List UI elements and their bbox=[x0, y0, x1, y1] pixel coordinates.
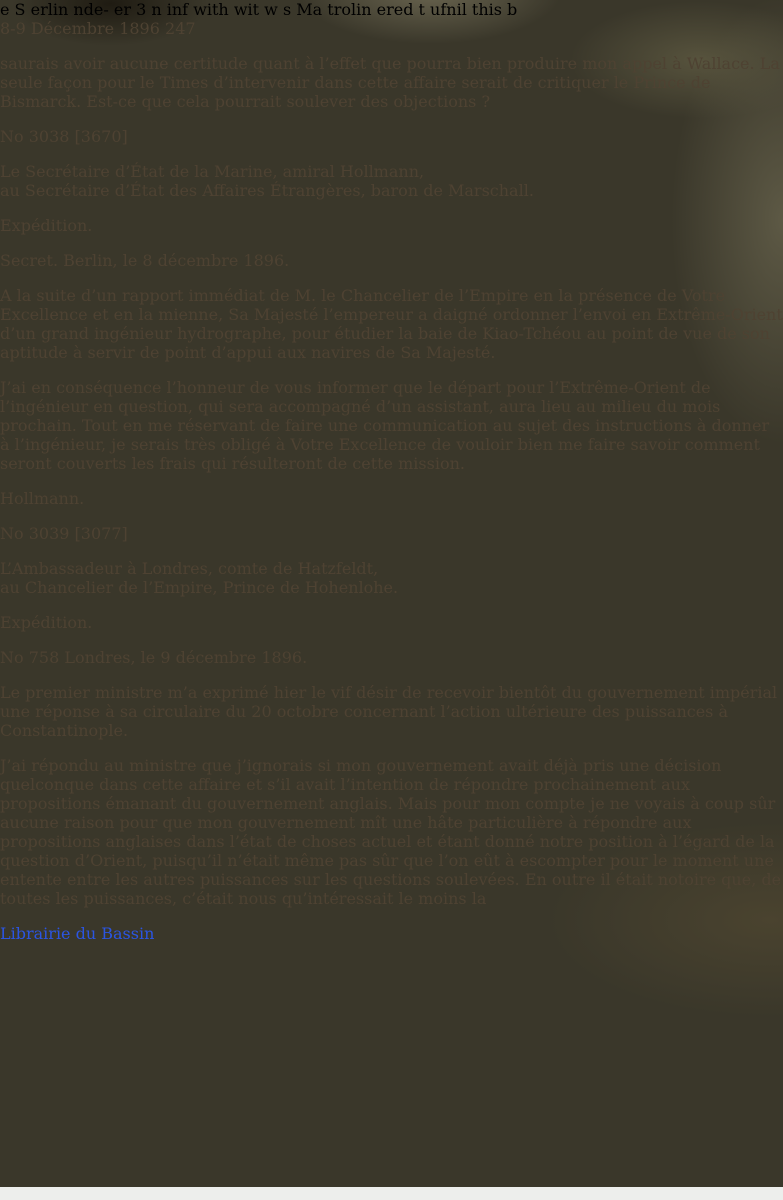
librairie-du-bassin-watermark: Librairie du Bassin bbox=[0, 924, 155, 943]
title-line-2: au Chancelier de l’Empire, Prince de Hohenlohe. bbox=[0, 578, 399, 597]
edge-text-fragment: wit w bbox=[233, 0, 278, 19]
edge-text-fragment: ufnil bbox=[430, 0, 467, 19]
running-header-date: 8-9 Décembre 1896 bbox=[0, 19, 160, 38]
title-line-1: Le Secrétaire d’État de la Marine, amiral Hollmann, bbox=[0, 162, 425, 181]
continuation-text-before: saurais avoir aucune certitude quant à l’effet que pourra bien produire mon appel à Wallace. La seule façon pour le bbox=[0, 54, 780, 92]
number-value: 3039 [3077] bbox=[23, 524, 128, 543]
dateline-berlin: Berlin, le 8 décembre 1896. bbox=[63, 251, 290, 270]
continuation-paragraph bbox=[0, 54, 783, 111]
document-3038 bbox=[0, 127, 783, 508]
number-prefix: N bbox=[0, 648, 14, 667]
facing-page-edge bbox=[0, 0, 783, 19]
edge-text-fragment: nde- bbox=[73, 0, 109, 19]
background-strip bbox=[0, 1187, 783, 1200]
edge-text-fragment: n inf bbox=[151, 0, 189, 19]
transmission-note: Expédition. bbox=[0, 216, 93, 235]
classification-secret: Secret. bbox=[0, 251, 59, 270]
page-paper bbox=[0, 19, 783, 908]
page-number: 247 bbox=[165, 19, 196, 38]
edge-text-fragment: with bbox=[193, 0, 229, 19]
signature-hollmann: Hollmann. bbox=[0, 489, 85, 508]
document-number-3039 bbox=[0, 524, 783, 543]
number-value: 758 bbox=[23, 648, 60, 667]
letter-paragraph: A la suite d’un rapport immédiat de M. le Chancelier de l’Empire en la présence de Votre Excellence et en la mienne, Sa Majesté l’empereur a daigné ordonner l’envoi en Extrême-Orient d’un grand ingénieur hydrographe, pour étudier la baie de Kiao-Tchéou au point de vue de son aptitude à servir de point d’appui aux navires de Sa Majesté. bbox=[0, 286, 783, 362]
document-title-3039 bbox=[0, 559, 783, 597]
letter-meta-row bbox=[0, 648, 783, 667]
continuation-text-after: d’intervenir dans cette affaire serait de critiquer le Prince de Bismarck. Est-ce que cela pourrait soulever des objections ? bbox=[0, 73, 711, 111]
number-value: 3038 [3670] bbox=[23, 127, 128, 146]
number-superscript: o bbox=[14, 524, 24, 543]
letter-paragraph: J’ai répondu au ministre que j’ignorais si mon gouvernement avait déjà pris une décision quelconque dans cette affaire et s’il avait l’intention de répondre prochainement aux propositions émanant du gouvernement anglais. Mais pour mon compte je ne voyais à coup sûr aucune raison pour que mon gouvernement mît une hâte particulière à répondre aux propositions anglaises dans l’état de choses actuel et étant donné notre position à l’égard de la question d’Orient, puisqu’il n’était même pas sûr que l’on eût à escompter pour le moment une entente entre les autres puissances sur les questions soulevées. En outre il était notoire que, de toutes les puissances, c’était nous qu’intéressait le moins la bbox=[0, 756, 782, 908]
letter-paragraph: Le premier ministre m’a exprimé hier le vif désir de recevoir bientôt du gouvernement impérial une réponse à sa circulaire du 20 octobre concernant l’action ultérieure des puissances à Constantinople. bbox=[0, 683, 778, 740]
edge-text-fragment: ered t bbox=[376, 0, 425, 19]
dateline-londres: Londres, le 9 décembre 1896. bbox=[64, 648, 308, 667]
document-title-3038 bbox=[0, 162, 783, 200]
edge-text-fragment: er 3 bbox=[113, 0, 147, 19]
letter-meta-row bbox=[0, 251, 783, 270]
letter-paragraph: J’ai en conséquence l’honneur de vous informer que le départ pour l’Extrême-Orient de l’ingénieur en question, qui sera accompagné d’un assistant, aura lieu au milieu du mois prochain. Tout en me réservant de faire une communication au sujet des instructions à donner à l’ingénieur, je serais très obligé à Votre Excellence de vouloir bien me faire savoir comment seront couverts les frais qui résulteront de cette mission. bbox=[0, 378, 770, 473]
edge-text-fragment: this b bbox=[471, 0, 518, 19]
times-journal-name: Times bbox=[159, 73, 209, 92]
transmission-note: Expédition. bbox=[0, 613, 93, 632]
document-3039 bbox=[0, 524, 783, 908]
lower-book-edge bbox=[0, 1128, 30, 1186]
number-superscript: o bbox=[14, 648, 24, 667]
title-line-2: au Secrétaire d’État des Affaires Étrangères, baron de Marschall. bbox=[0, 181, 534, 200]
running-header bbox=[0, 19, 783, 38]
edge-text-fragment: trolin bbox=[327, 0, 372, 19]
letter-ref-number bbox=[0, 648, 59, 667]
edge-text-fragment: s Ma bbox=[282, 0, 323, 19]
number-superscript: o bbox=[14, 127, 24, 146]
number-prefix: N bbox=[0, 524, 14, 543]
document-number-3038 bbox=[0, 127, 783, 146]
title-line-1: L’Ambassadeur à Londres, comte de Hatzfeldt, bbox=[0, 559, 379, 578]
edge-text-fragment: e S bbox=[0, 0, 26, 19]
text-column bbox=[0, 19, 783, 908]
number-prefix: N bbox=[0, 127, 14, 146]
edge-text-fragment: erlin bbox=[30, 0, 69, 19]
